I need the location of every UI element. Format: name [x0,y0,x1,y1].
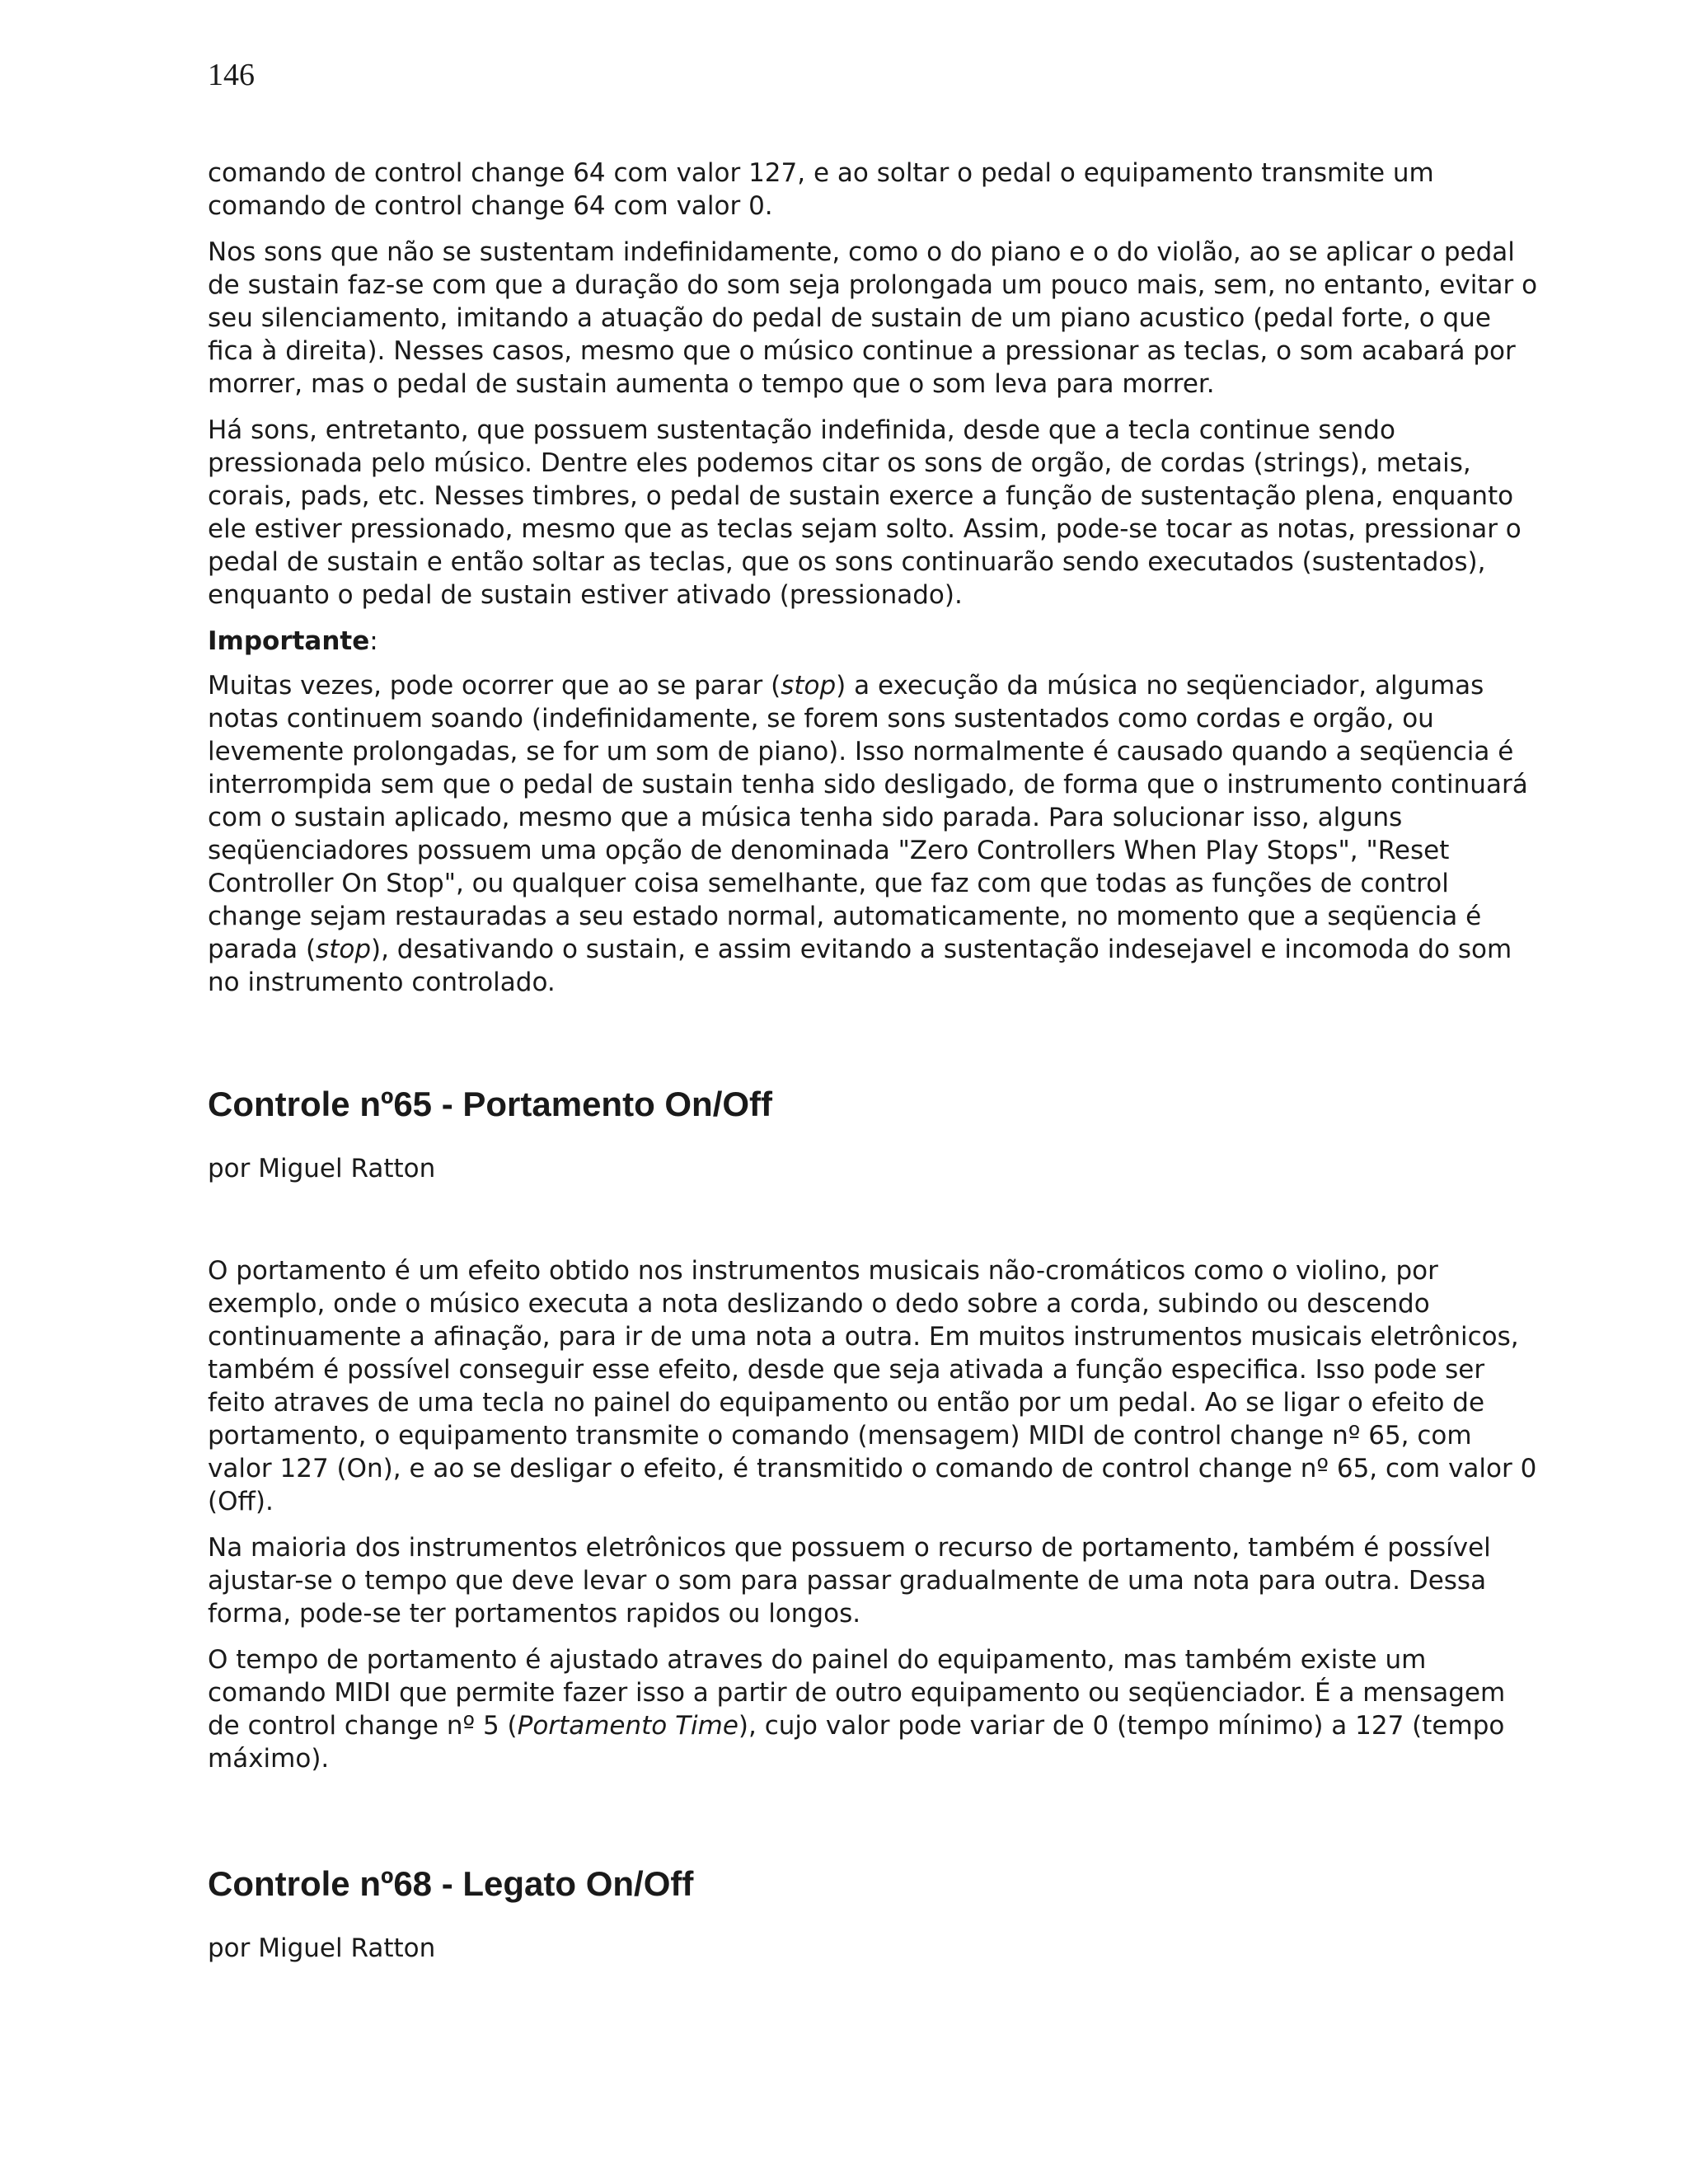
paragraph-cc64-values: comando de control change 64 com valor 127, e ao soltar o pedal o equipamento transmite um comando de control change 64 com valor 0. [208,158,1434,221]
portamento-cc5-text-a: O tempo de portamento é ajustado atraves do painel do equipamento, mas também existe um comando MIDI que permite fazer isso a partir de outro equipamento ou seqüenciador. É a mensagem de control change nº 5 ( [208,1645,1506,1741]
paragraph-portamento-intro: O portamento é um efeito obtido nos instrumentos musicais não-cromáticos como o violino, por exemplo, onde o músico executa a nota deslizando o dedo sobre a corda, subindo ou descendo continuamente a afinação, para ir de uma nota a outra. Em muitos instrumentos musicais eletrônicos, também é possível conseguir esse efeito, desde que seja ativada a função especifica. Isso pode ser feito atraves de uma tecla no painel do equipamento ou então por um pedal. Ao se ligar o efeito de portamento, o equipamento transmite o comando (mensagem) MIDI de control change nº 65, com valor 127 (On), e ao se desligar o efeito, é transmitido o comando de control change nº 65, com valor 0 (Off). [208,1256,1537,1516]
portamento-cc5-text-b: ), cujo valor pode variar de 0 (tempo mínimo) a 127 (tempo máximo). [208,1711,1505,1774]
section-heading-65: Controle nº65 - Portamento On/Off [208,1085,773,1123]
byline-68: por Miguel Ratton [208,1933,436,1963]
paragraph-importante [208,669,1543,999]
document-body [208,157,1543,1965]
importante-text-2: ) a execução da música no seqüenciador, algumas notas continuem soando (indefinidamente, se forem sons sustentados como cordas e orgão, ou levemente prolongadas, se for um som de piano). Isso normalmente é causado quando a seqüencia é interrompida sem que o pedal de sustain tenha sido desligado, de forma que o instrumento continuará com o sustain aplicado, mesmo que a música tenha sido parada. Para solucionar isso, alguns seqüenciadores possuem uma opção de denominada "Zero Controllers When Play Stops", "Reset Controller On Stop", ou qualquer coisa semelhante, que faz com que todas as funções de control change sejam restauradas a seu estado normal, automaticamente, no momento que a seqüencia é parada ( [208,671,1528,964]
importante-colon: : [369,626,378,656]
page-number: 146 [208,58,255,92]
importante-text-3: ), desativando o sustain, e assim evitando a sustentação indesejavel e incomoda do som no instrumento controlado. [208,935,1512,997]
paragraph-portamento-time: Na maioria dos instrumentos eletrônicos que possuem o recurso de portamento, também é possível ajustar-se o tempo que deve levar o som para passar gradualmente de uma nota para outra. Dessa forma, pode-se ter portamentos rapidos ou longos. [208,1533,1491,1629]
section-heading-68: Controle nº68 - Legato On/Off [208,1864,694,1903]
byline-65: por Miguel Ratton [208,1154,436,1183]
importante-stop-2: stop [316,935,371,964]
portamento-time-term: Portamento Time [517,1711,738,1741]
paragraph-non-sustained-sounds: Nos sons que não se sustentam indefinidamente, como o do piano e o do violão, ao se aplicar o pedal de sustain faz-se com que a duração do som seja prolongada um pouco mais, sem, no entanto, evitar o seu silenciamento, imitando a atuação do pedal de sustain de um piano acustico (pedal forte, o que fica à direita). Nesses casos, mesmo que o músico continue a pressionar as teclas, o som acabará por morrer, mas o pedal de sustain aumenta o tempo que o som leva para morrer. [208,237,1538,399]
paragraph-sustained-sounds: Há sons, entretanto, que possuem sustentação indefinida, desde que a tecla continue sendo pressionada pelo músico. Dentre eles podemos citar os sons de orgão, de cordas (strings), metais, corais, pads, etc. Nesses timbres, o pedal de sustain exerce a função de sustentação plena, enquanto ele estiver pressionado, mesmo que as teclas sejam solto. Assim, pode-se tocar as notas, pressionar o pedal de sustain e então soltar as teclas, que os sons continuarão sendo executados (sustentados), enquanto o pedal de sustain estiver ativado (pressionado). [208,415,1522,610]
importante-label [208,625,1543,658]
paragraph-portamento-cc5 [208,1643,1543,1775]
importante-stop-1: stop [781,671,837,701]
importante-text-1: Muitas vezes, pode ocorrer que ao se parar ( [208,671,781,701]
importante-label-text: Importante [208,626,370,656]
